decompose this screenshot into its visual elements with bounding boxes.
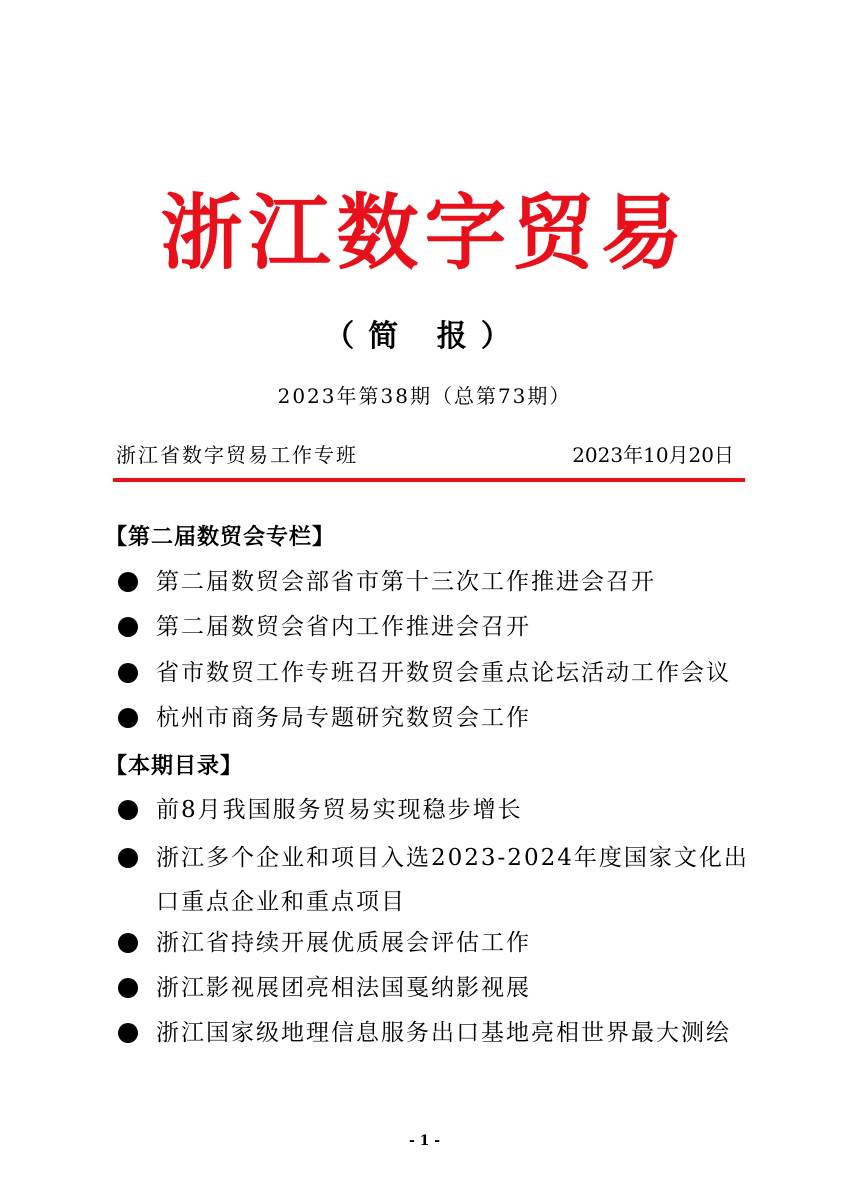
bullet-icon — [118, 708, 138, 728]
issue-number: 2023年第38期（总第73期） — [277, 384, 572, 408]
header-rule — [113, 478, 745, 482]
list-item-text: 浙江影视展团亮相法国戛纳影视展 — [156, 975, 531, 1001]
section-title-contents: 【本期目录】 — [105, 754, 244, 779]
list-item — [118, 788, 758, 832]
list-item-text: 浙江国家级地理信息服务出口基地亮相世界最大测绘 — [156, 1020, 731, 1046]
page-number: - 1 - — [408, 1133, 441, 1149]
list-item-text: 第二届数贸会省内工作推进会召开 — [156, 614, 531, 640]
bullet-icon — [118, 1023, 138, 1043]
list-item — [118, 651, 758, 695]
publish-date: 2023年10月20日 — [572, 443, 734, 467]
list-item-text: 杭州市商务局专题研究数贸会工作 — [156, 705, 531, 731]
list-item — [118, 921, 758, 965]
bullet-icon — [118, 800, 138, 820]
bullet-icon — [118, 572, 138, 592]
bullet-icon — [118, 848, 138, 868]
list-item-text: 前8月我国服务贸易实现稳步增长 — [156, 797, 523, 823]
document-type — [0, 319, 849, 354]
list-item — [118, 605, 758, 649]
organization: 浙江省数字贸易工作专班 — [116, 443, 358, 467]
list-item — [118, 1011, 758, 1055]
subtitle-open-paren: （ — [324, 319, 369, 354]
list-item — [118, 836, 758, 924]
list-item-text: 浙江多个企业和项目入选2023-2024年度国家文化出口重点企业和重点项目 — [156, 845, 749, 915]
list-item-text: 浙江省持续开展优质展会评估工作 — [156, 930, 531, 956]
list-item-text: 省市数贸工作专班召开数贸会重点论坛活动工作会议 — [156, 660, 731, 686]
section-title-expo-column: 【第二届数贸会专栏】 — [105, 525, 336, 550]
subtitle-close-paren: ） — [480, 319, 525, 354]
list-item — [118, 966, 758, 1010]
list-item — [118, 560, 758, 604]
bullet-icon — [118, 978, 138, 998]
bullet-icon — [118, 933, 138, 953]
masthead-title: 浙江数字贸易 — [160, 185, 689, 281]
list-item — [118, 696, 758, 740]
list-item-text: 第二届数贸会部省市第十三次工作推进会召开 — [156, 569, 656, 595]
bullet-icon — [118, 617, 138, 637]
bullet-icon — [118, 663, 138, 683]
subtitle-word: 简 报 — [368, 319, 481, 354]
